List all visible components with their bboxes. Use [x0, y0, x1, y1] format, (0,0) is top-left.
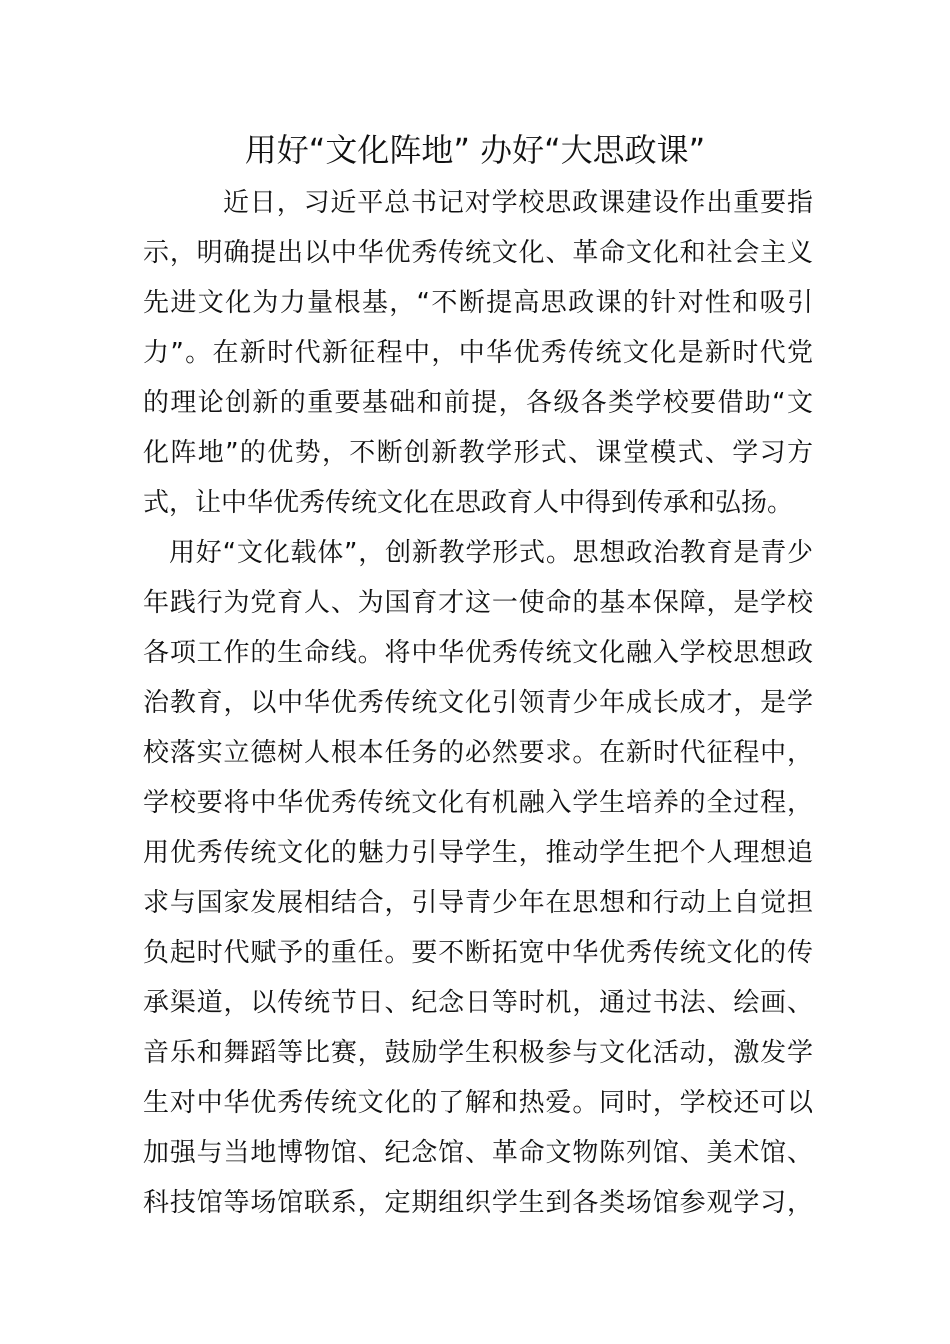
paragraph-line: 承渠道，以传统节日、纪念日等时机，通过书法、绘画、 [143, 988, 813, 1018]
document-title: 用好“文化阵地” 办好“大思政课” [244, 131, 706, 169]
paragraph-line: 年践行为党育人、为国育才这一使命的基本保障，是学校 [143, 588, 813, 618]
paragraph-line: 求与国家发展相结合，引导青少年在思想和行动上自觉担 [143, 888, 813, 918]
paragraph-line: 力”。在新时代新征程中，中华优秀传统文化是新时代党 [143, 338, 813, 368]
paragraph-1 [143, 178, 813, 528]
paragraph-line: 各项工作的生命线。将中华优秀传统文化融入学校思想政 [143, 638, 813, 668]
paragraph-line: 负起时代赋予的重任。要不断拓宽中华优秀传统文化的传 [143, 938, 813, 968]
paragraph-line: 化阵地”的优势，不断创新教学形式、课堂模式、学习方 [143, 438, 813, 468]
paragraph-line: 音乐和舞蹈等比赛，鼓励学生积极参与文化活动，激发学 [143, 1038, 813, 1068]
paragraph-line: 用好“文化载体”，创新教学形式。思想政治教育是青少 [169, 538, 813, 568]
paragraph-2 [143, 528, 813, 1228]
paragraph-line: 用优秀传统文化的魅力引导学生，推动学生把个人理想追 [143, 838, 813, 868]
paragraph-line: 式，让中华优秀传统文化在思政育人中得到传承和弘扬。 [143, 488, 794, 518]
paragraph-line: 科技馆等场馆联系，定期组织学生到各类场馆参观学习， [143, 1188, 813, 1218]
paragraph-line: 示，明确提出以中华优秀传统文化、革命文化和社会主义 [143, 238, 813, 268]
paragraph-line: 校落实立德树人根本任务的必然要求。在新时代征程中， [143, 738, 813, 768]
paragraph-line: 生对中华优秀传统文化的了解和热爱。同时，学校还可以 [143, 1088, 813, 1118]
paragraph-line: 先进文化为力量根基，“不断提高思政课的针对性和吸引 [143, 288, 813, 318]
document-body [143, 178, 813, 1228]
paragraph-line: 治教育，以中华优秀传统文化引领青少年成长成才，是学 [143, 688, 813, 718]
paragraph-line: 学校要将中华优秀传统文化有机融入学生培养的全过程， [143, 788, 813, 818]
paragraph-line: 的理论创新的重要基础和前提，各级各类学校要借助“文 [143, 388, 813, 418]
paragraph-line: 加强与当地博物馆、纪念馆、革命文物陈列馆、美术馆、 [143, 1138, 813, 1168]
paragraph-line: 近日，习近平总书记对学校思政课建设作出重要指 [223, 188, 813, 218]
